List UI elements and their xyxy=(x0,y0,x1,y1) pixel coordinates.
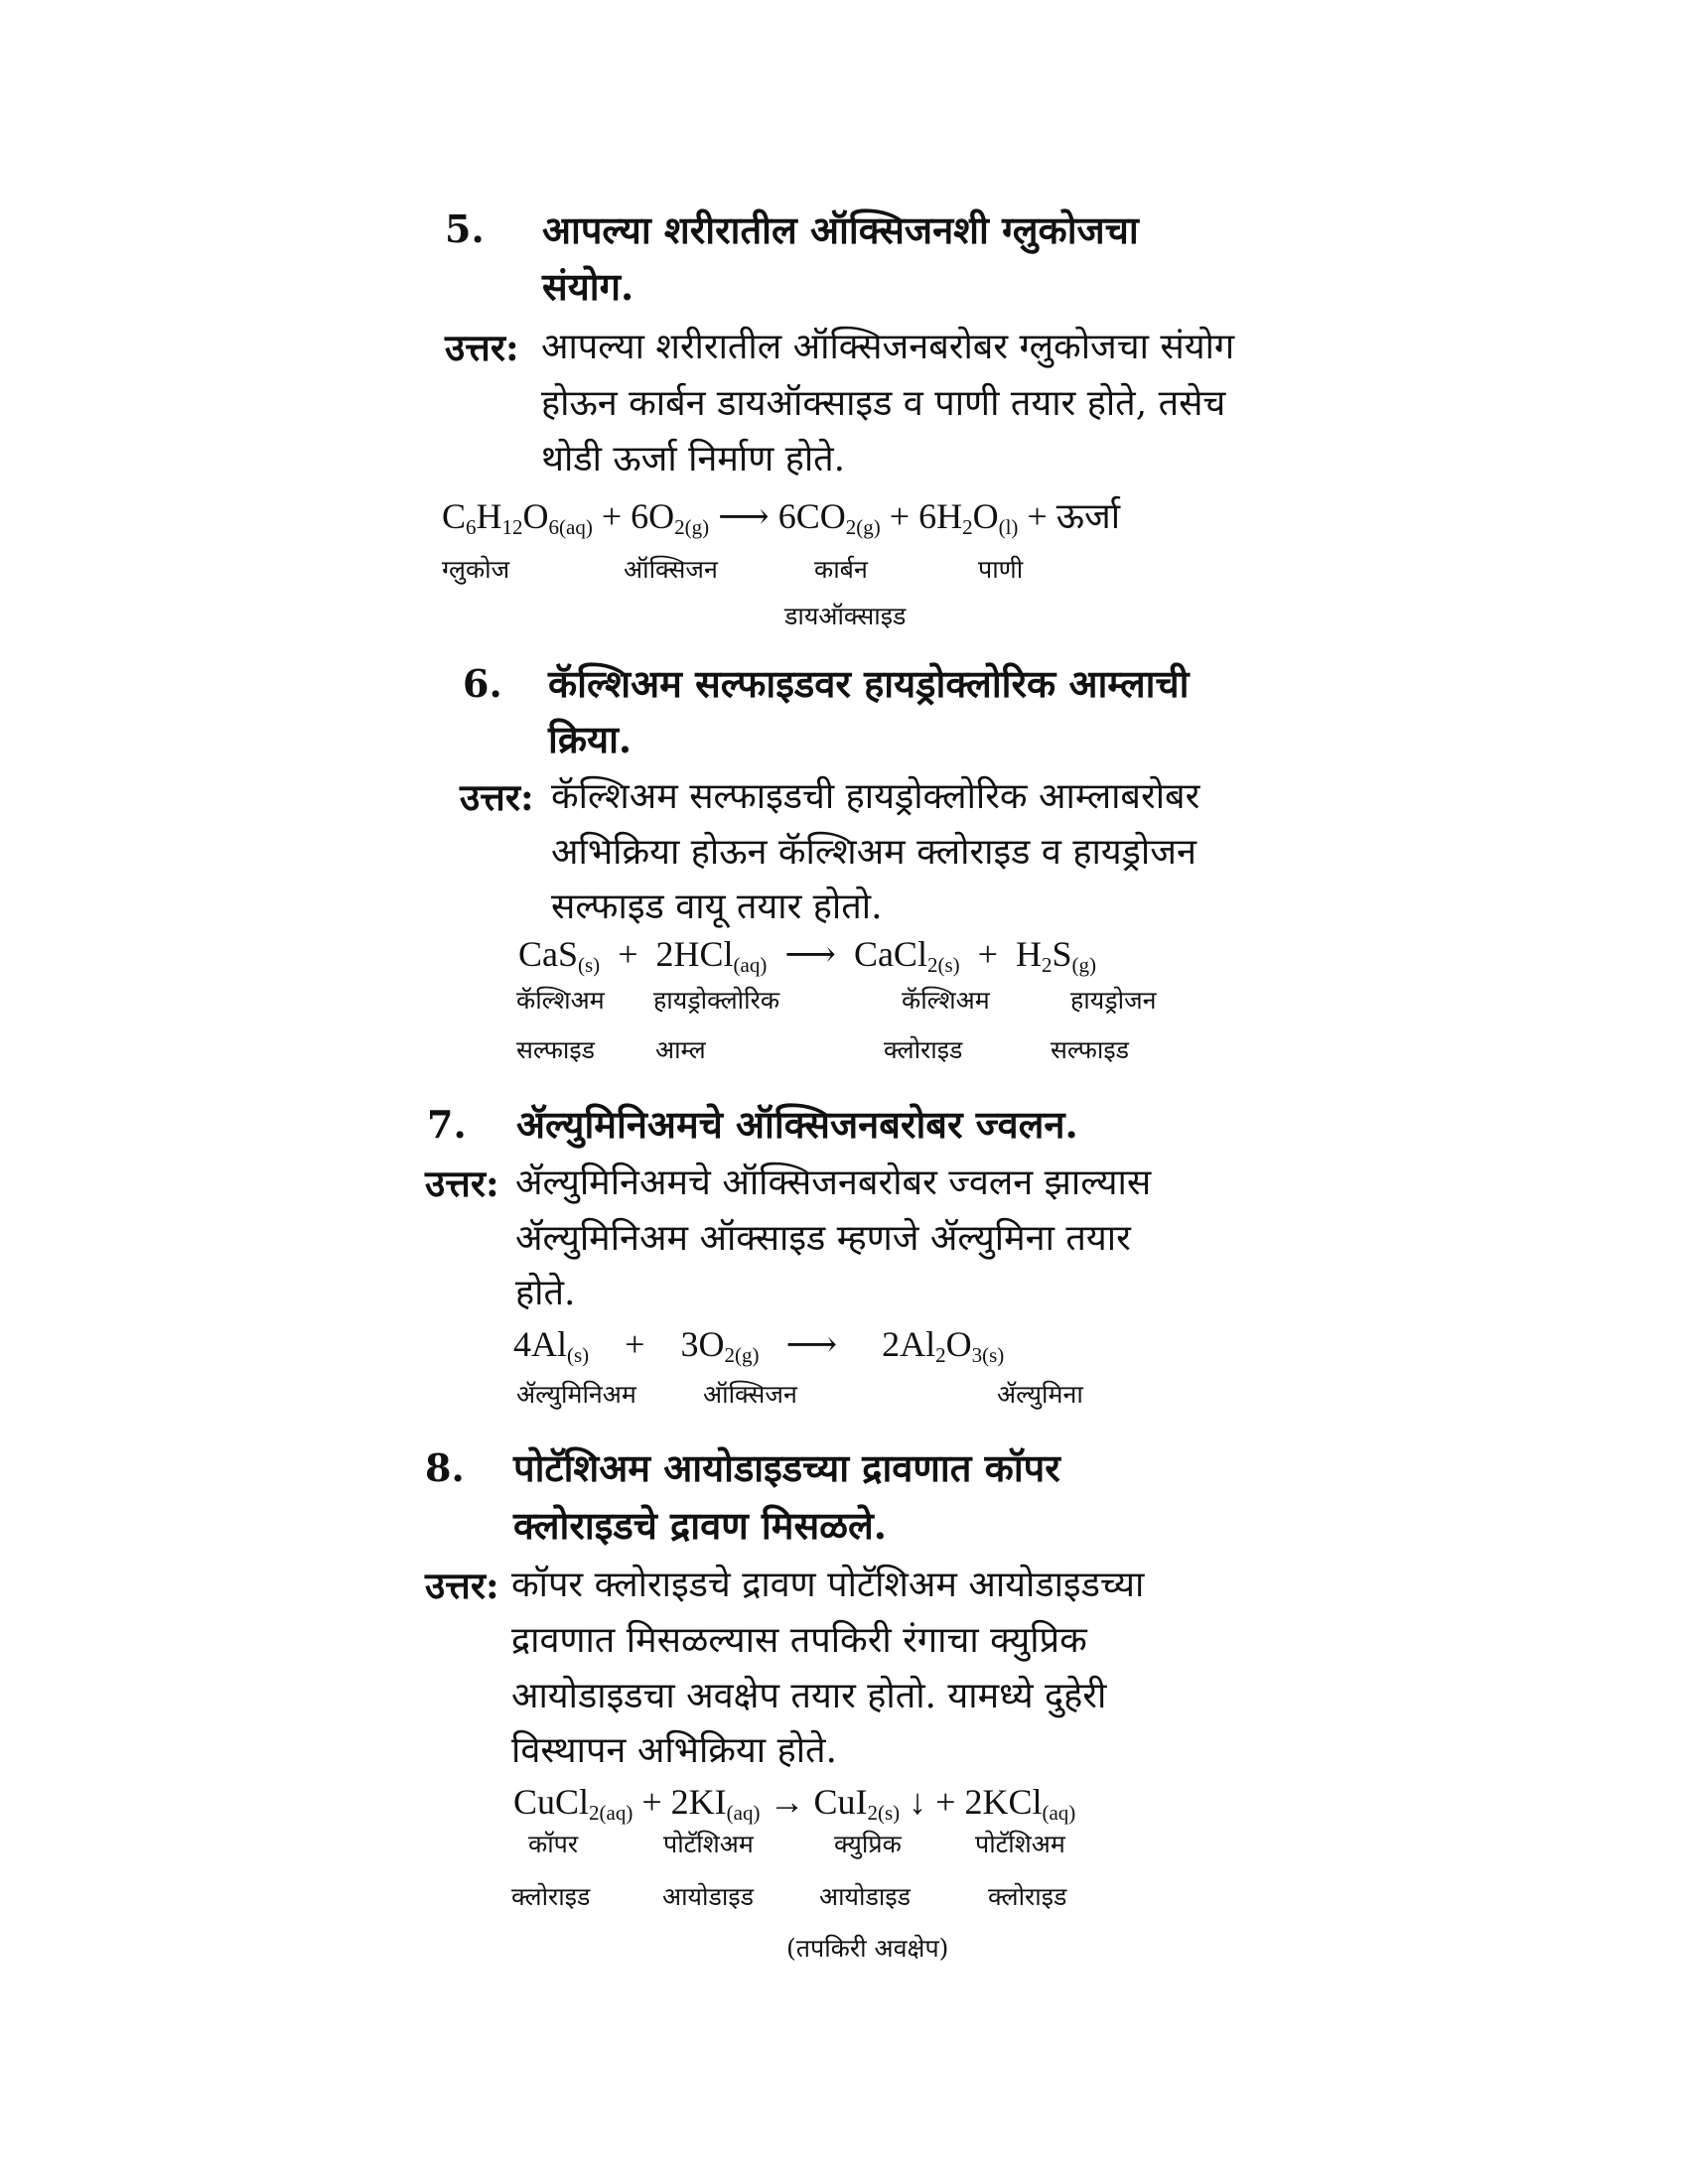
compound-label: ॲल्युमिनिअम xyxy=(516,1380,636,1409)
chemical-equation: CaS$_{(s)}$ + 2HCl$_{(aq)}$ ⟶ CaCl$_{2(s)}$ + $H_2S_{(g)}$ xyxy=(518,934,1096,977)
compound-label: क्लोराइड xyxy=(884,1035,963,1064)
answer-label: उत्तर: xyxy=(445,326,519,369)
compound-label: क्लोराइड xyxy=(511,1882,591,1911)
answer-text: कॅल्शिअम सल्फाइडची हायड्रोक्लोरिक आम्लाबरोबर xyxy=(551,776,1200,817)
answer-text: थोडी ऊर्जा निर्माण होते. xyxy=(541,439,846,479)
reaction-arrow-icon: ⟶ xyxy=(718,496,770,536)
chemical-equation: CuCl$_{2(aq)}$ + $2KI_{(aq)} \to CuI_{2(s)}$ ↓ + 2KCl$_{(aq)}$ xyxy=(513,1782,1076,1825)
question-title: पोटॅशिअम आयोडाइडच्या द्रावणात कॉपर xyxy=(513,1445,1060,1490)
compound-label: हायड्रोक्लोरिक xyxy=(653,986,780,1015)
chemical-equation: $4Al_{(s)}$ + $3O_{2(g)}$ ⟶ $2Al_2O_{3(s)}$ xyxy=(513,1324,1005,1367)
question-title: क्रिया. xyxy=(548,717,633,761)
chemical-equation: $C_6H_{12}O_{6(aq)} + 6O_{2(g)}$ ⟶ $6CO_{2(g)} + 6H_2O_{(l)}$ + ऊर्जा xyxy=(442,496,1121,539)
compound-label: कॉपर xyxy=(528,1830,579,1858)
question-number: 7. xyxy=(427,1102,467,1147)
answer-text: आपल्या शरीरातील ऑक्सिजनबरोबर ग्लुकोजचा संयोग xyxy=(541,327,1235,367)
answer-text: सल्फाइड वायू तयार होतो. xyxy=(551,887,883,927)
compound-label: सल्फाइड xyxy=(1051,1035,1130,1064)
reaction-arrow-icon: ⟶ xyxy=(784,934,836,974)
compound-label: आयोडाइड xyxy=(662,1882,755,1911)
precipitate-arrow-icon: ↓ xyxy=(909,1782,927,1822)
compound-label: ऑक्सिजन xyxy=(624,555,718,584)
question-title: संयोग. xyxy=(542,264,634,309)
question-title: कॅल्शिअम सल्फाइडवर हायड्रोक्लोरिक आम्लाची xyxy=(548,661,1190,706)
reaction-arrow-icon: ⟶ xyxy=(785,1324,838,1364)
compound-label: क्लोराइड xyxy=(988,1882,1067,1911)
answer-label: उत्तर: xyxy=(425,1161,499,1205)
compound-label: कॅल्शिअम xyxy=(516,986,605,1015)
compound-label: पाणी xyxy=(978,555,1024,584)
answer-text: ॲल्युमिनिअमचे ऑक्सिजनबरोबर ज्वलन झाल्यास xyxy=(515,1162,1152,1203)
compound-label: कॅल्शिअम xyxy=(902,986,990,1015)
answer-text: होऊन कार्बन डायऑक्साइड व पाणी तयार होते, तसेच xyxy=(541,383,1226,424)
compound-label: आयोडाइड xyxy=(819,1882,912,1911)
precipitate-note: (तपकिरी अवक्षेप) xyxy=(786,1934,949,1963)
compound-label: डायऑक्साइड xyxy=(784,602,907,630)
question-number: 8. xyxy=(425,1445,465,1490)
question-title: आपल्या शरीरातील ऑक्सिजनशी ग्लुकोजचा xyxy=(542,207,1139,252)
compound-label: पोटॅशिअम xyxy=(975,1830,1065,1858)
answer-label: उत्तर: xyxy=(460,775,534,819)
question-number: 6. xyxy=(463,661,502,706)
compound-label: क्युप्रिक xyxy=(834,1830,902,1858)
question-title: ॲल्युमिनिअमचे ऑक्सिजनबरोबर ज्वलन. xyxy=(516,1102,1078,1147)
compound-label: कार्बन xyxy=(814,555,868,584)
answer-text: विस्थापन अभिक्रिया होते. xyxy=(511,1730,837,1771)
answer-text: होते. xyxy=(515,1273,576,1313)
answer-text: कॉपर क्लोराइडचे द्रावण पोटॅशिअम आयोडाइडच्या xyxy=(511,1565,1145,1605)
answer-label: उत्तर: xyxy=(425,1564,499,1607)
question-number: 5. xyxy=(445,206,485,251)
compound-label: ग्लुकोज xyxy=(442,555,510,584)
reaction-arrow-icon: → xyxy=(769,1782,805,1822)
answer-text: अभिक्रिया होऊन कॅल्शिअम क्लोराइड व हायड्रोजन xyxy=(551,832,1196,873)
answer-text: आयोडाइडचा अवक्षेप तयार होतो. यामध्ये दुहेरी xyxy=(511,1676,1107,1716)
compound-label: सल्फाइड xyxy=(516,1035,596,1064)
question-title: क्लोराइडचे द्रावण मिसळले. xyxy=(513,1503,888,1548)
compound-label: पोटॅशिअम xyxy=(663,1830,754,1858)
answer-text: द्रावणात मिसळल्यास तपकिरी रंगाचा क्युप्रिक xyxy=(511,1620,1087,1661)
compound-label: ॲल्युमिना xyxy=(997,1380,1083,1409)
compound-label: आम्ल xyxy=(655,1035,706,1064)
answer-text: ॲल्युमिनिअम ऑक्साइड म्हणजे ॲल्युमिना तयार xyxy=(515,1218,1131,1259)
compound-label: हायड्रोजन xyxy=(1070,986,1157,1015)
compound-label: ऑक्सिजन xyxy=(703,1380,797,1409)
